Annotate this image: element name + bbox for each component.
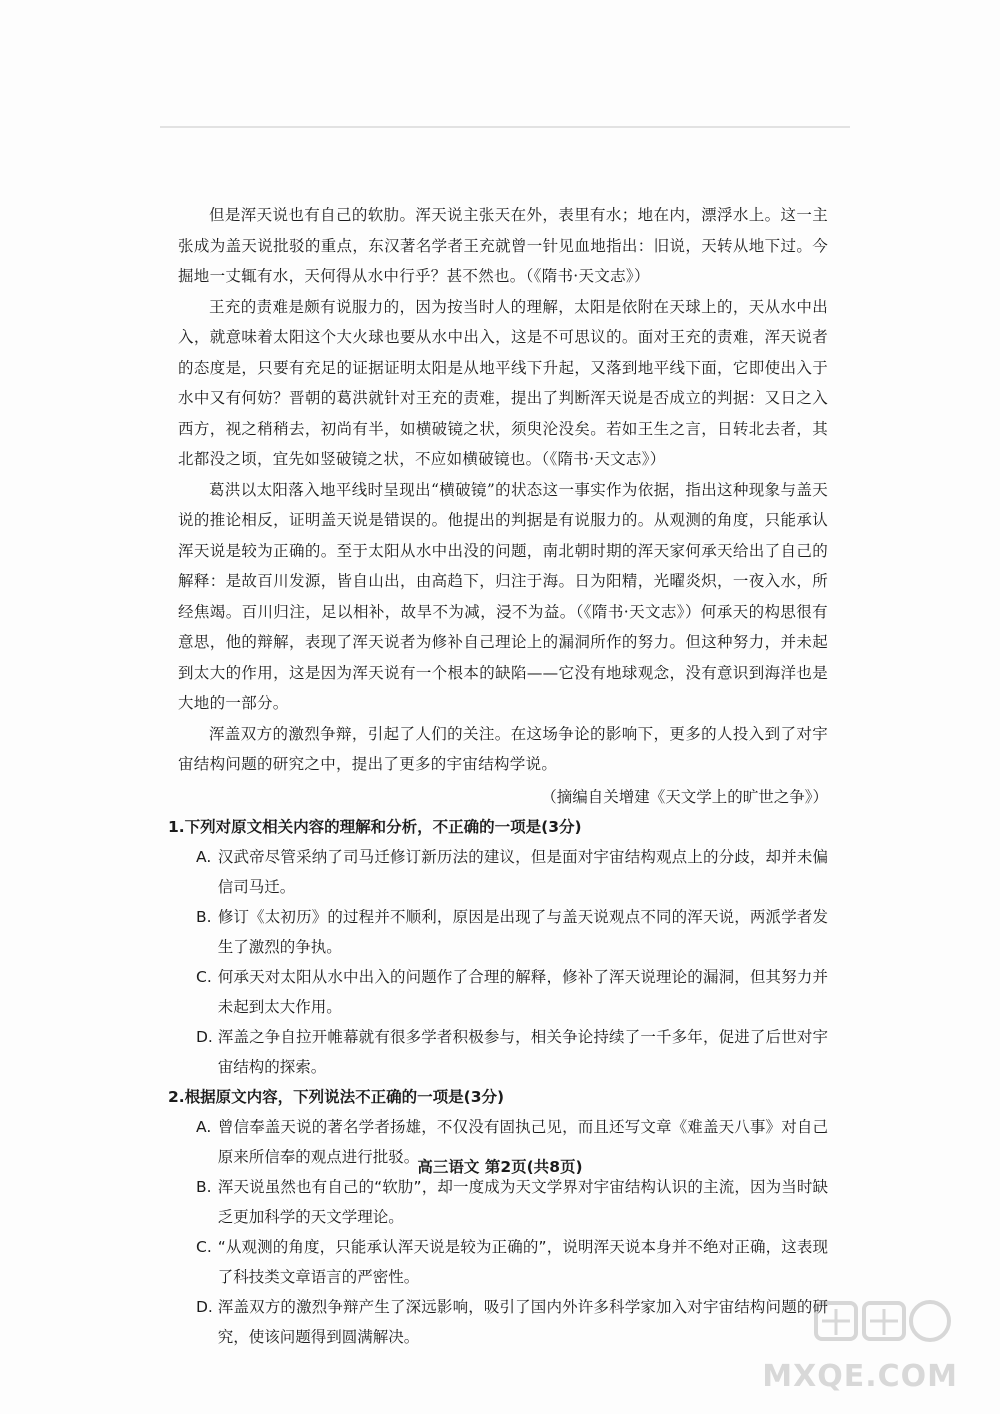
option-text: 浑盖之争自拉开帷幕就有很多学者积极参与，相关争论持续了一千多年，促进了后世对宇宙结构的探索。 bbox=[217, 1027, 828, 1076]
option-letter: A. bbox=[196, 1117, 212, 1136]
option-text: 曾信奉盖天说的著名学者扬雄，不仅没有固执己见，而且还写文章《难盖天八事》对自己原来所信奉的观点进行批驳。 bbox=[217, 1117, 828, 1166]
option-letter: D. bbox=[196, 1297, 213, 1316]
question-1-option-d bbox=[196, 1022, 828, 1082]
watermark-text: MXQE.COM bbox=[762, 1359, 958, 1394]
top-scan-edge bbox=[160, 126, 850, 128]
question-1-stem: 1.下列对原文相关内容的理解和分析，不正确的一项是(3分) bbox=[168, 817, 582, 836]
question-1-option-c bbox=[196, 962, 828, 1022]
option-letter: B. bbox=[196, 907, 212, 926]
passage-paragraph-2: 王充的责难是颇有说服力的，因为按当时人的理解，太阳是依附在天球上的，天从水中出入，就意味着太阳这个大火球也要从水中出入，这是不可思议的。面对王充的责难，浑天说者的态度是，只要有充足的证据证明太阳是从地平线下升起，又落到地平线下面，它即使出入于水中又有何妨？晋朝的葛洪就针对王充的责难，提出了判断浑天说是否成立的判据：又日之入西方，视之稍稍去，初尚有半，如横破镜之状，须臾沦没矣。若如王生之言，日转北去者，其北都没之顷，宜先如竖破镜之状，不应如横破镜也。（《隋书·天文志》） bbox=[178, 297, 828, 468]
option-text: 修订《太初历》的过程并不顺利，原因是出现了与盖天说观点不同的浑天说，两派学者发生了激烈的争执。 bbox=[217, 907, 828, 956]
option-text: 何承天对太阳从水中出入的问题作了合理的解释，修补了浑天说理论的漏洞，但其努力并未起到太大作用。 bbox=[217, 967, 828, 1016]
passage-paragraph-1: 但是浑天说也有自己的软肋。浑天说主张天在外，表里有水；地在内，漂浮水上。这一主张成为盖天说批驳的重点，东汉著名学者王充就曾一针见血地指出：旧说，天转从地下过。今掘地一丈辄有水，天何得从水中行乎？甚不然也。（《隋书·天文志》） bbox=[178, 206, 828, 285]
option-text: 浑盖双方的激烈争辩产生了深远影响，吸引了国内外许多科学家加入对宇宙结构问题的研究，使该问题得到圆满解决。 bbox=[217, 1297, 828, 1346]
question-2-option-c bbox=[196, 1232, 828, 1292]
option-text: 浑天说虽然也有自己的“软肋”，却一度成为天文学界对宇宙结构认识的主流，因为当时缺乏更加科学的天文学理论。 bbox=[217, 1177, 828, 1226]
option-text: 汉武帝尽管采纳了司马迁修订新历法的建议，但是面对宇宙结构观点上的分歧，却并未偏信司马迁。 bbox=[217, 847, 828, 896]
passage-paragraph-3: 葛洪以太阳落入地平线时呈现出“横破镜”的状态这一事实作为依据，指出这种现象与盖天说的推论相反，证明盖天说是错误的。他提出的判据是有说服力的。从观测的角度，只能承认浑天说是较为正确的。至于太阳从水中出没的问题，南北朝时期的浑天家何承天给出了自己的解释：是故百川发源，皆自山出，由高趋下，归注于海。日为阳精，光曜炎炽，一夜入水，所经焦竭。百川归注，足以相补，故旱不为减，浸不为益。（《隋书·天文志》）何承天的构思很有意思，他的辩解，表现了浑天说者为修补自己理论上的漏洞所作的努力。但这种努力，并未起到太大的作用，这是因为浑天说有一个根本的缺陷——它没有地球观念，没有意识到海洋也是大地的一部分。 bbox=[178, 480, 828, 712]
page-content bbox=[168, 200, 828, 1352]
option-letter: D. bbox=[196, 1027, 213, 1046]
option-letter: C. bbox=[196, 1237, 212, 1256]
option-letter: B. bbox=[196, 1177, 212, 1196]
question-1-option-a bbox=[196, 842, 828, 902]
watermark-logo bbox=[758, 1299, 958, 1394]
option-text: “从观测的角度，只能承认浑天说是较为正确的”，说明浑天说本身并不绝对正确，这表现了科技类文章语言的严密性。 bbox=[217, 1237, 828, 1286]
question-2-option-b bbox=[196, 1172, 828, 1232]
page-footer: 高三语文 第2页(共8页) bbox=[417, 1158, 583, 1176]
passage-source: （摘编自关增建《天文学上的旷世之争》） bbox=[541, 787, 828, 806]
passage-paragraph-4: 浑盖双方的激烈争辩，引起了人们的关注。在这场争论的影响下，更多的人投入到了对宇宙结构问题的研究之中，提出了更多的宇宙结构学说。 bbox=[178, 724, 828, 773]
question-2-stem: 2.根据原文内容，下列说法不正确的一项是(3分) bbox=[168, 1087, 505, 1106]
question-1-option-b bbox=[196, 902, 828, 962]
option-letter: A. bbox=[196, 847, 212, 866]
question-2-option-d bbox=[196, 1292, 828, 1352]
option-letter: C. bbox=[196, 967, 212, 986]
question-2 bbox=[168, 1082, 828, 1352]
question-1 bbox=[168, 812, 828, 1082]
